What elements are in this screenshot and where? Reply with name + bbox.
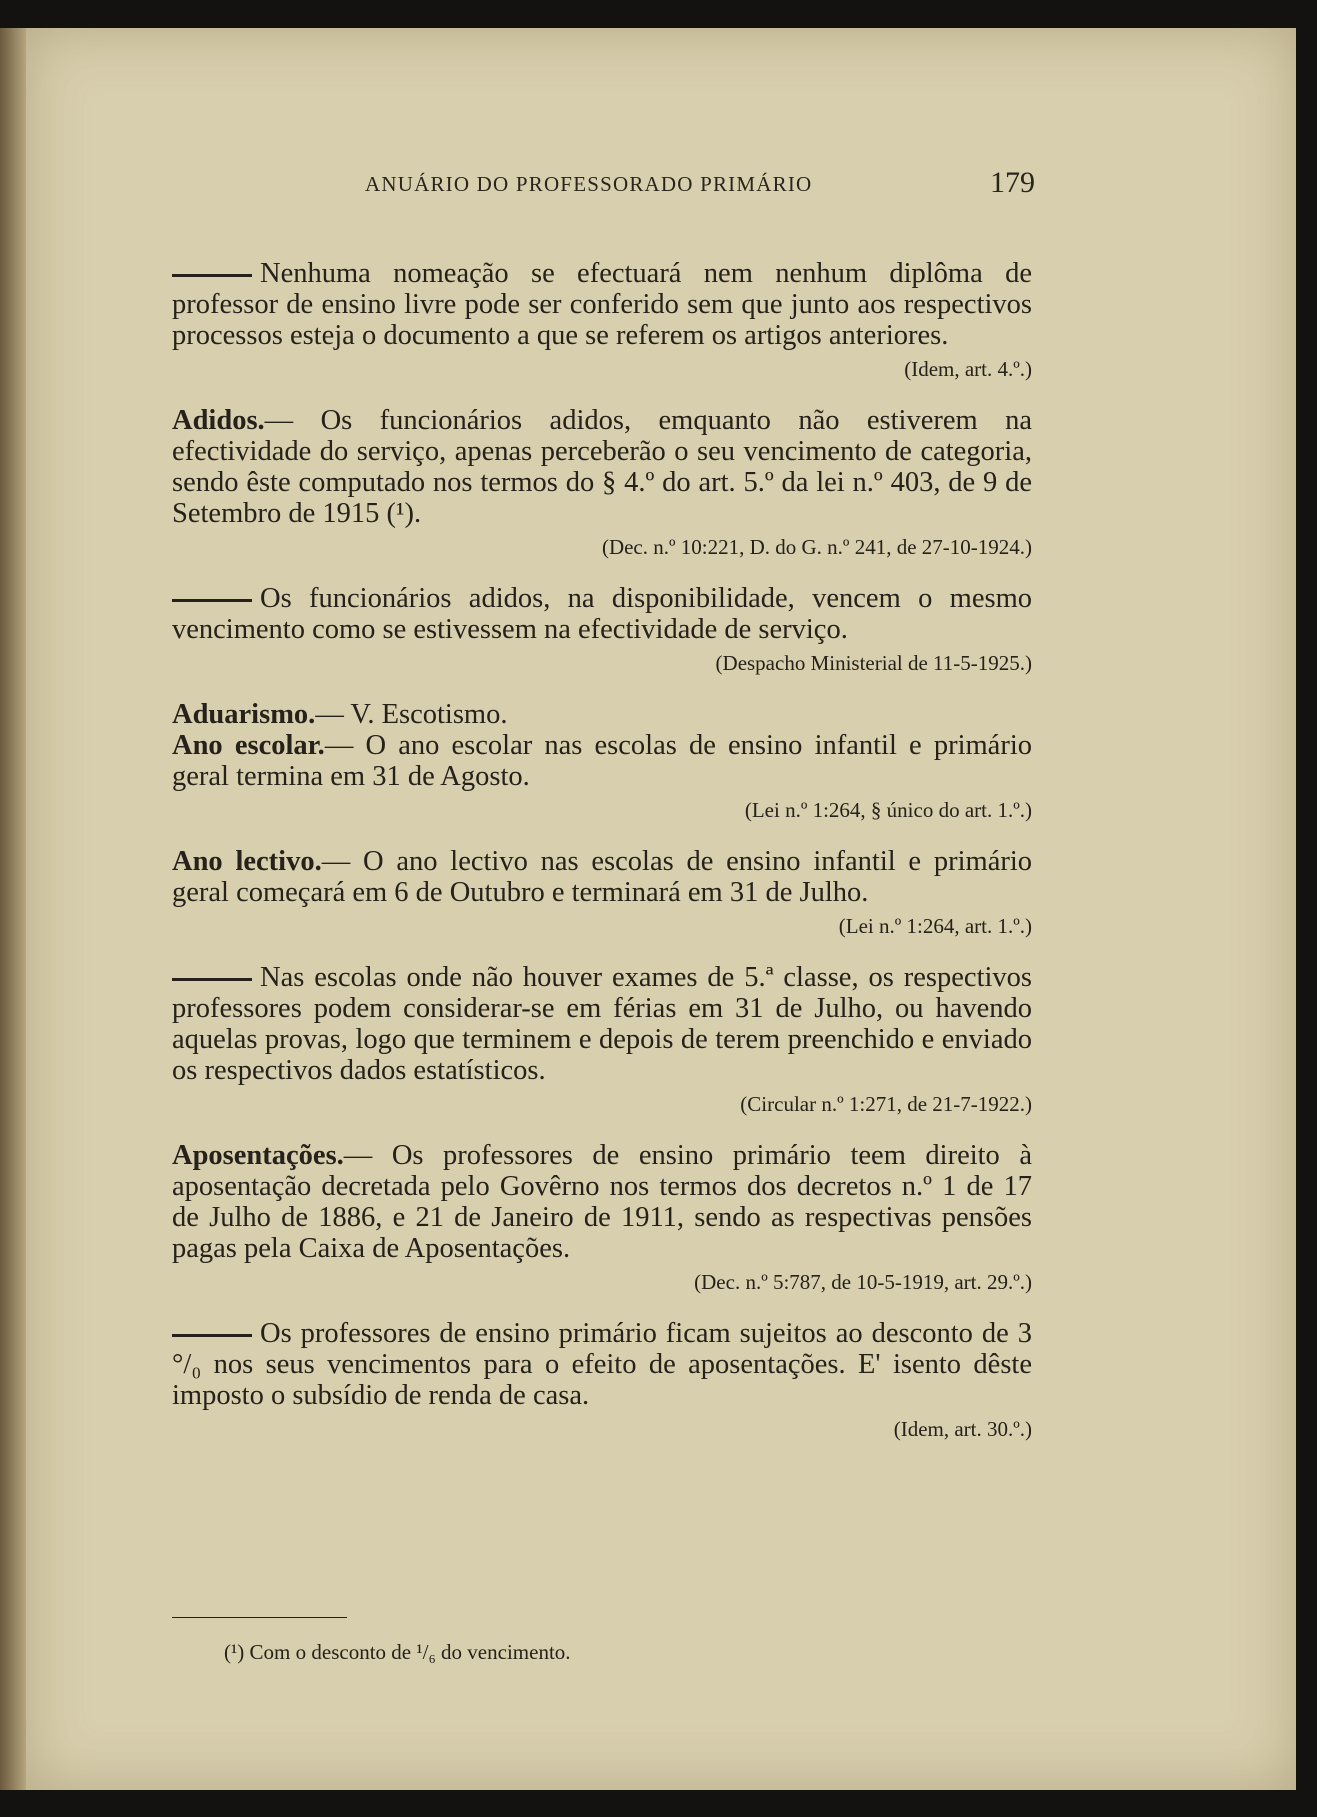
footnote [224, 1640, 571, 1665]
entry-citation: (Dec. n.º 5:787, de 10-5-1919, art. 29.º.) [694, 1270, 1032, 1294]
entry-text: — Os funcionários adidos, emquanto não estiverem na efectividade do serviço, apenas perceberão o seu vencimento de categoria, sendo êste computado nos termos do § 4.º do art. 5.º da lei n.º 403, de 9 de Setembro de 1915 (¹). [172, 405, 1032, 529]
continuation-dash [172, 978, 252, 981]
entry-adidos-disponibilidade [172, 583, 1032, 677]
entry-text: — V. Escotismo. [315, 699, 508, 730]
entry-citation: (Circular n.º 1:271, de 21-7-1922.) [740, 1092, 1032, 1116]
entry-text: — Os professores de ensino primário teem direito à aposentação decretada pelo Govêrno nos termos dos decretos n.º 1 de 17 de Julho de 1886, e 21 de Janeiro de 1911, sendo as respectivas pensões pagas pela Caixa de Aposentações. [172, 1140, 1032, 1264]
entry-aduarismo [172, 699, 1032, 730]
continuation-dash [172, 274, 252, 277]
entry-citation: (Idem, art. 4.º.) [904, 357, 1032, 381]
book-spine-edge [0, 28, 26, 1790]
page-body [172, 258, 1032, 1443]
entry-text: — O ano lectivo nas escolas de ensino infantil e primário geral começará em 6 de Outubro e terminará em 31 de Julho. [172, 846, 1032, 908]
entry-ferias [172, 962, 1032, 1118]
entry-term: Ano escolar. [172, 730, 325, 761]
entry-term: Aduarismo. [172, 699, 316, 730]
entry-desconto [172, 1318, 1032, 1443]
entry-nomeacao [172, 258, 1032, 383]
footnote-marker: (¹) [224, 1640, 245, 1664]
entry-term: Adidos. [172, 405, 265, 436]
entry-citation: (Lei n.º 1:264, art. 1.º.) [838, 914, 1032, 938]
entry-adidos [172, 405, 1032, 561]
entry-citation: (Idem, art. 30.º.) [893, 1417, 1032, 1441]
entry-text: — O ano escolar nas escolas de ensino infantil e primário geral termina em 31 de Agosto. [172, 730, 1032, 792]
entry-ano-lectivo [172, 846, 1032, 940]
entry-text: Os funcionários adidos, na disponibilidade, vencem o mesmo vencimento como se estivessem na efectividade de serviço. [172, 583, 1032, 645]
entry-term: Ano lectivo. [172, 846, 322, 877]
entry-ano-escolar [172, 730, 1032, 824]
page-number: 179 [990, 166, 1035, 199]
entry-text: Os professores de ensino primário ficam sujeitos ao desconto de 3 °/₀ nos seus vencimentos para o efeito de aposentações. E' isento dêste imposto o subsídio de renda de casa. [172, 1318, 1032, 1411]
entry-term: Aposentações. [172, 1140, 344, 1171]
footnote-rule [172, 1617, 347, 1618]
running-header-title: ANUÁRIO DO PROFESSORADO PRIMÁRIO [365, 172, 813, 196]
entry-citation: (Dec. n.º 10:221, D. do G. n.º 241, de 27-10-1924.) [601, 535, 1032, 559]
continuation-dash [172, 599, 252, 602]
entry-text: Nas escolas onde não houver exames de 5.ª classe, os respectivos professores podem considerar-se em férias em 31 de Julho, ou havendo aquelas provas, logo que terminem e depois de terem preenchido e enviado os respectivos dados estatísticos. [172, 962, 1032, 1086]
entry-citation: (Lei n.º 1:264, § único do art. 1.º.) [744, 798, 1032, 822]
entry-text: Nenhuma nomeação se efectuará nem nenhum diplôma de professor de ensino livre pode ser conferido sem que junto aos respectivos processos esteja o documento a que se referem os artigos anteriores. [172, 258, 1032, 351]
footnote-text: Com o desconto de ¹/₆ do vencimento. [249, 1640, 571, 1664]
continuation-dash [172, 1334, 252, 1337]
entry-aposentacoes [172, 1140, 1032, 1296]
entry-citation: (Despacho Ministerial de 11-5-1925.) [715, 651, 1032, 675]
